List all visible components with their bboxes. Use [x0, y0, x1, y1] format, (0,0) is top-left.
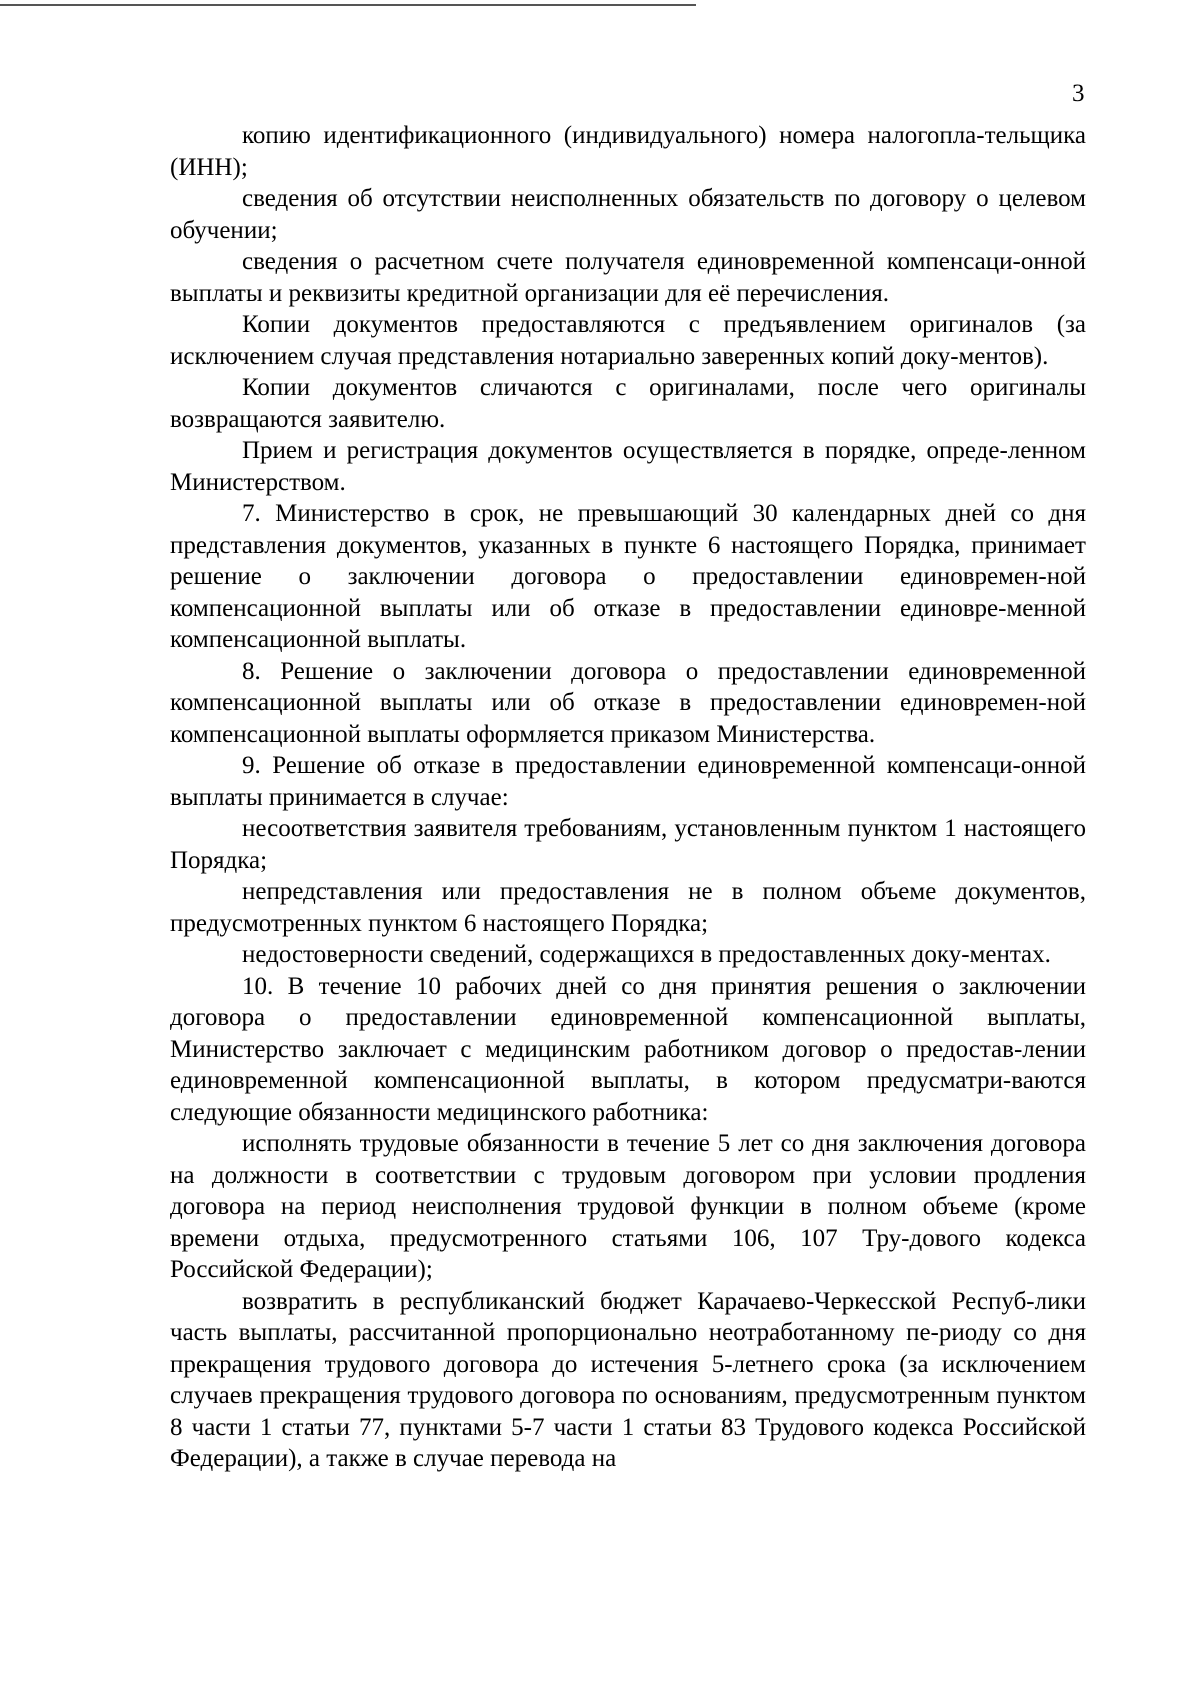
- paragraph-refusal-reason-3: недостоверности сведений, содержащихся в предоставленных доку-ментах.: [242, 941, 1051, 968]
- page-number: 3: [1072, 80, 1085, 107]
- paragraph-copies-verified: Копии документов сличаются с оригиналами, после чего оригиналы возвращаются заявителю.: [170, 374, 1086, 433]
- paragraph-bank-account: сведения о расчетном счете получателя единовременной компенсаци-онной выплаты и реквизиты кредитной организации для её перечисления.: [170, 248, 1086, 307]
- paragraph-refusal-reason-2: непредставления или предоставления не в полном объеме документов, предусмотренных пунктом 6 настоящего Порядка;: [170, 878, 1086, 937]
- paragraph-duty-refund: возвратить в республиканский бюджет Карачаево-Черкесской Респуб-лики часть выплаты, рассчитанной пропорционально неотработанному пе-риоду со дня прекращения трудового договора до истечения 5-летнего срока (за исключением случаев прекращения трудового договора по основаниям, предусмотренным пунктом 8 части 1 статьи 77, пунктами 5-7 части 1 статьи 83 Трудового кодекса Российской Федерации), а также в случае перевода на: [170, 1287, 1086, 1472]
- document-body: [170, 120, 1086, 1475]
- paragraph-item-8: 8. Решение о заключении договора о предоставлении единовременной компенсационной выплаты или об отказе в предоставлении единовремен-ной компенсационной выплаты оформляется приказом Министерства.: [170, 657, 1086, 748]
- paragraph-registration: Прием и регистрация документов осуществляется в порядке, опреде-ленном Министерством.: [170, 437, 1086, 496]
- paragraph-item-10: 10. В течение 10 рабочих дней со дня принятия решения о заключении договора о предоставлении единовременной компенсационной выплаты, Министерство заключает с медицинским работником договор о предостав-лении единовременной компенсационной выплаты, в котором предусматри-ваются следующие обязанности медицинского работника:: [170, 972, 1086, 1126]
- paragraph-item-7: 7. Министерство в срок, не превышающий 30 календарных дней со дня представления документов, указанных в пункте 6 настоящего Порядка, принимает решение о заключении договора о предоставлении единовремен-ной компенсационной выплаты или об отказе в предоставлении единовре-менной компенсационной выплаты.: [170, 500, 1086, 653]
- paragraph-inn-copy: копию идентификационного (индивидуального) номера налогопла-тельщика (ИНН);: [170, 122, 1086, 181]
- paragraph-duty-work: исполнять трудовые обязанности в течение 5 лет со дня заключения договора на должности в соответствии с трудовым договором при условии продления договора на период неисполнения трудовой функции в полном объеме (кроме времени отдыха, предусмотренного статьями 106, 107 Тру-дового кодекса Российской Федерации);: [170, 1130, 1086, 1283]
- paragraph-item-9: 9. Решение об отказе в предоставлении единовременной компенсаци-онной выплаты принимается в случае:: [170, 752, 1086, 811]
- scan-edge-line: [0, 4, 696, 6]
- paragraph-no-obligations: сведения об отсутствии неисполненных обязательств по договору о целевом обучении;: [170, 185, 1086, 244]
- paragraph-copies-originals: Копии документов предоставляются с предъявлением оригиналов (за исключением случая представления нотариально заверенных копий доку-ментов).: [170, 311, 1086, 370]
- paragraph-refusal-reason-1: несоответствия заявителя требованиям, установленным пунктом 1 настоящего Порядка;: [170, 815, 1086, 874]
